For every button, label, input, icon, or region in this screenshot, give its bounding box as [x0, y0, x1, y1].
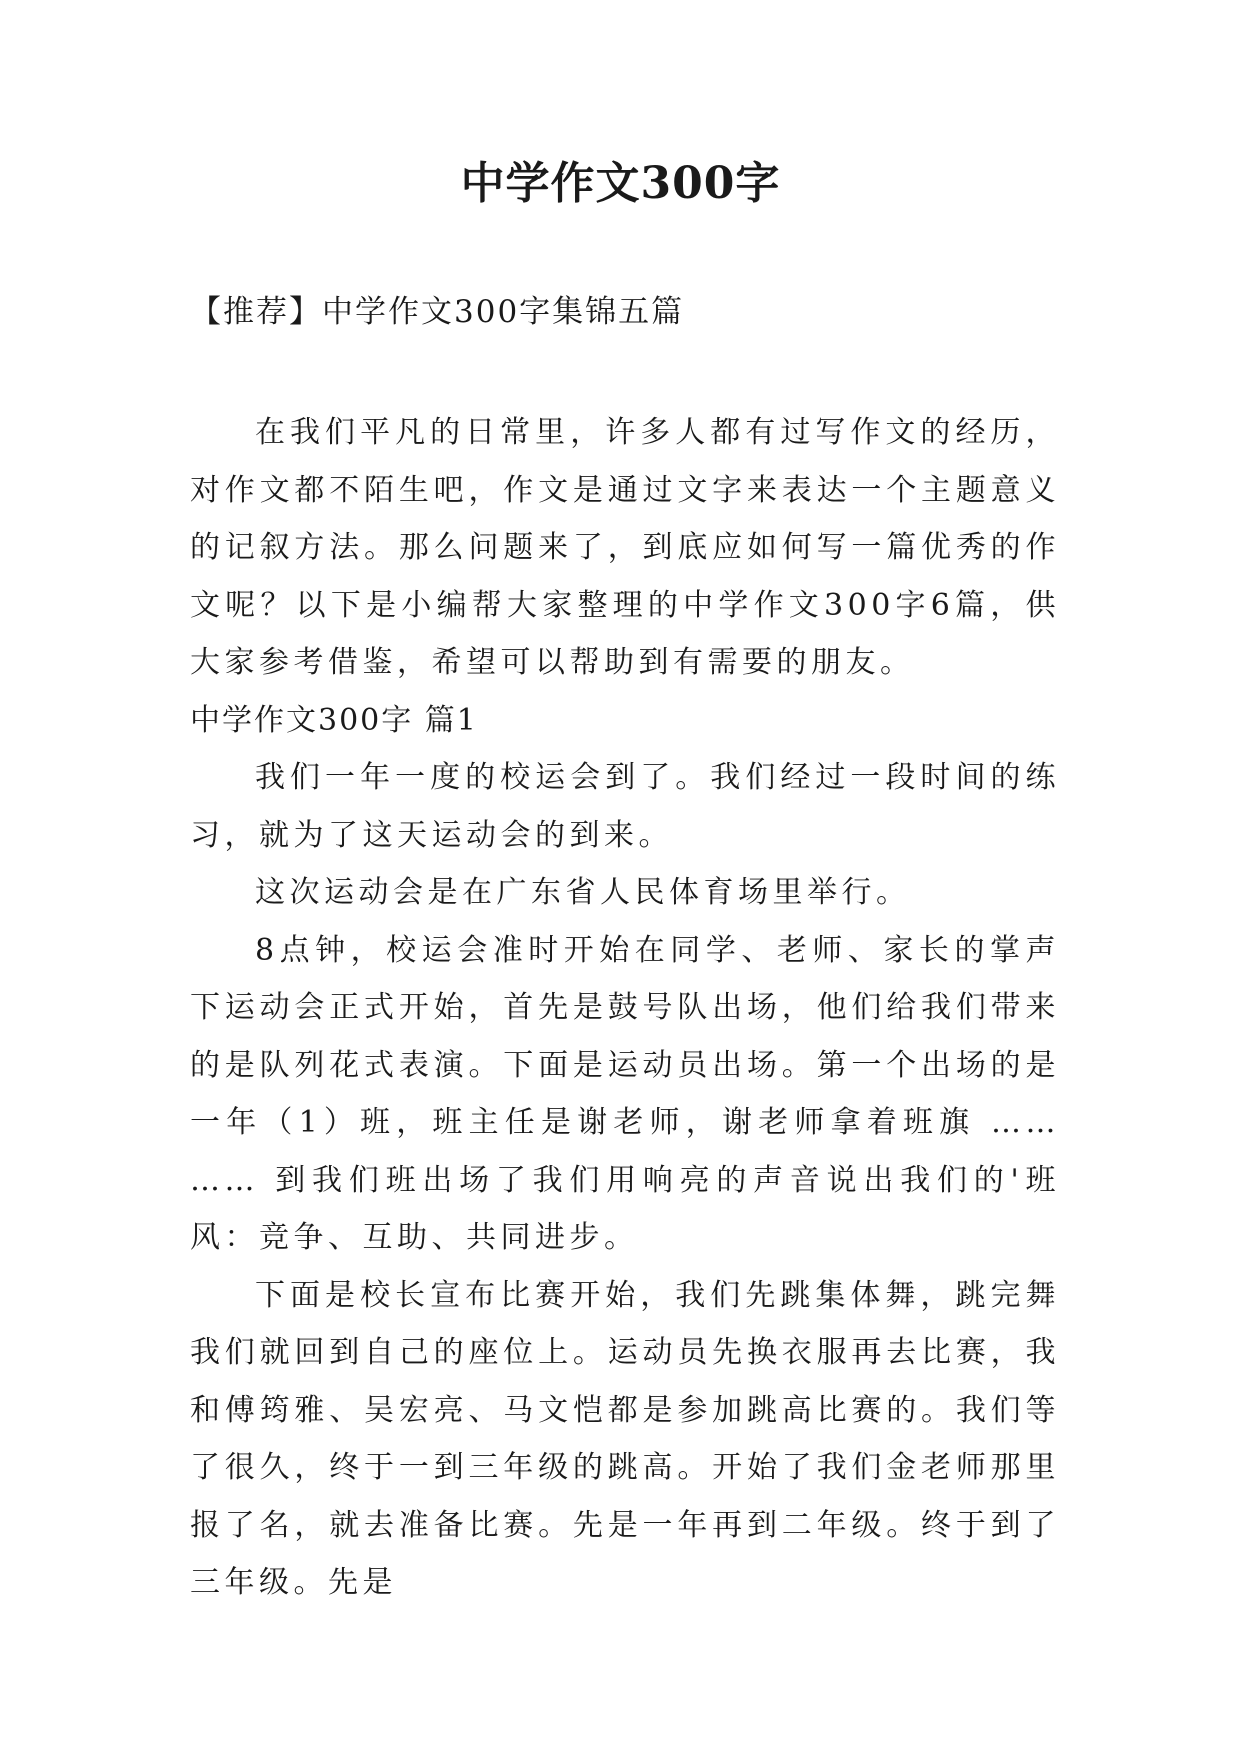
body-paragraph: 下面是校长宣布比赛开始，我们先跳集体舞，跳完舞我们就回到自己的座位上。运动员先换衣服再去比赛，我和傅筠雅、吴宏亮、马文恺都是参加跳高比赛的。我们等了很久，终于一到三年级的跳高。开始了我们金老师那里报了名，就去准备比赛。先是一年再到二年级。终于到了三年级。先是	[190, 1277, 1060, 1600]
intro-paragraph: 在我们平凡的日常里，许多人都有过写作文的经历，对作文都不陌生吧，作文是通过文字来表达一个主题意义的记叙方法。那么问题来了，到底应如何写一篇优秀的作文呢？以下是小编帮大家整理的中学作文300字6篇，供大家参考借鉴，希望可以帮助到有需要的朋友。	[190, 415, 1060, 680]
section-heading: 中学作文300字 篇1	[190, 702, 478, 738]
body-paragraph: 我们一年一度的校运会到了。我们经过一段时间的练习，就为了这天运动会的到来。	[190, 760, 1060, 853]
body-paragraph: 8点钟，校运会准时开始在同学、老师、家长的掌声下运动会正式开始，首先是鼓号队出场，他们给我们带来的是队列花式表演。下面是运动员出场。第一个出场的是一年（1）班，班主任是谢老师，谢老师拿着班旗 …… …… 到我们班出场了我们用响亮的声音说出我们的'班风：竞争、互助、共同进步。	[190, 932, 1060, 1255]
document-body	[190, 404, 1060, 1612]
document-title: 中学作文300字	[460, 158, 781, 209]
body-paragraph: 这次运动会是在广东省人民体育场里举行。	[255, 875, 911, 910]
document-subtitle: 【推荐】中学作文300字集锦五篇	[190, 294, 685, 330]
